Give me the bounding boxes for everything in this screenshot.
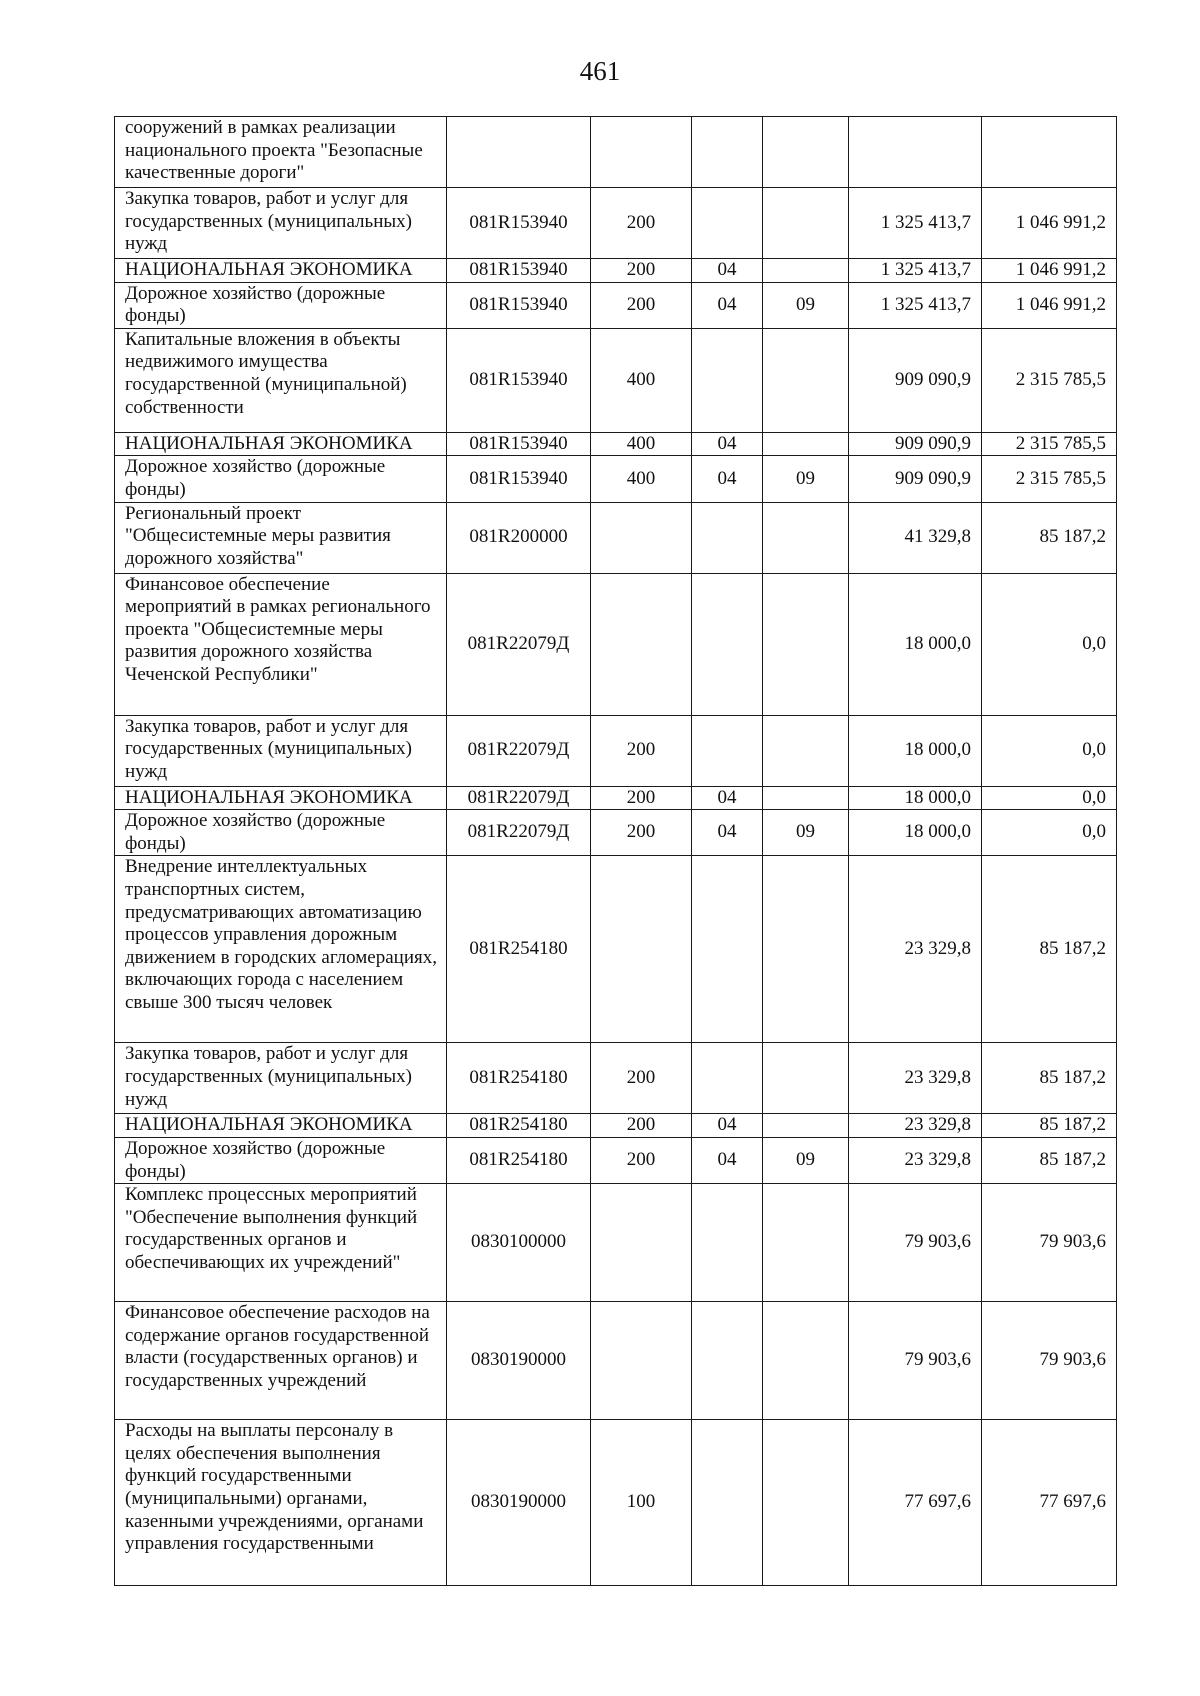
row-name: Дорожное хозяйство (дорожные фонды) <box>115 456 447 502</box>
amount-year-2: 77 697,6 <box>982 1420 1117 1586</box>
expense-type: 400 <box>591 432 692 456</box>
table-row <box>115 1420 1117 1586</box>
table-row <box>115 856 1117 1043</box>
target-code: 081R254180 <box>447 1043 591 1114</box>
expense-type <box>591 1302 692 1420</box>
expense-type <box>591 502 692 573</box>
amount-year-1: 23 329,8 <box>849 1137 982 1183</box>
table-row <box>115 1137 1117 1183</box>
expense-type: 200 <box>591 188 692 259</box>
table-row <box>115 282 1117 328</box>
amount-year-2: 2 315 785,5 <box>982 432 1117 456</box>
expense-type: 200 <box>591 810 692 856</box>
amount-year-2: 1 046 991,2 <box>982 188 1117 259</box>
table-row <box>115 259 1117 283</box>
subsection-code <box>763 715 849 786</box>
amount-year-1: 18 000,0 <box>849 715 982 786</box>
amount-year-1: 23 329,8 <box>849 1043 982 1114</box>
row-name: Расходы на выплаты персоналу в целях обеспечения выполнения функций государственными (муниципальными) органами, казенными учреждениями, органами управления государственными <box>115 1420 447 1586</box>
amount-year-1: 18 000,0 <box>849 810 982 856</box>
section-code <box>692 1043 763 1114</box>
row-name: Капитальные вложения в объекты недвижимого имущества государственной (муниципальной) собственности <box>115 328 447 432</box>
subsection-code <box>763 1302 849 1420</box>
target-code: 081R153940 <box>447 432 591 456</box>
subsection-code: 09 <box>763 810 849 856</box>
amount-year-1: 909 090,9 <box>849 456 982 502</box>
expense-type: 400 <box>591 328 692 432</box>
row-name: Закупка товаров, работ и услуг для государственных (муниципальных) нужд <box>115 188 447 259</box>
section-code <box>692 856 763 1043</box>
expense-type: 100 <box>591 1420 692 1586</box>
table-row <box>115 810 1117 856</box>
amount-year-1: 1 325 413,7 <box>849 188 982 259</box>
subsection-code <box>763 856 849 1043</box>
expense-type: 200 <box>591 786 692 810</box>
table-row <box>115 1114 1117 1138</box>
target-code: 081R153940 <box>447 328 591 432</box>
section-code <box>692 117 763 188</box>
subsection-code <box>763 328 849 432</box>
amount-year-2: 1 046 991,2 <box>982 259 1117 283</box>
table-row <box>115 1302 1117 1420</box>
expense-type: 200 <box>591 282 692 328</box>
amount-year-2: 0,0 <box>982 786 1117 810</box>
table-row <box>115 1184 1117 1302</box>
row-name: НАЦИОНАЛЬНАЯ ЭКОНОМИКА <box>115 1114 447 1138</box>
target-code: 0830100000 <box>447 1184 591 1302</box>
row-name: Финансовое обеспечение расходов на содержание органов государственной власти (государственных органов) и государственных учреждений <box>115 1302 447 1420</box>
section-code <box>692 328 763 432</box>
expense-type <box>591 1184 692 1302</box>
amount-year-1: 18 000,0 <box>849 573 982 715</box>
amount-year-1: 23 329,8 <box>849 856 982 1043</box>
section-code <box>692 1184 763 1302</box>
table-row <box>115 573 1117 715</box>
table-row <box>115 328 1117 432</box>
table-row <box>115 786 1117 810</box>
amount-year-2: 0,0 <box>982 810 1117 856</box>
expense-type: 200 <box>591 259 692 283</box>
table-row <box>115 117 1117 188</box>
amount-year-1: 79 903,6 <box>849 1184 982 1302</box>
table-row <box>115 715 1117 786</box>
target-code: 0830190000 <box>447 1420 591 1586</box>
row-name: Дорожное хозяйство (дорожные фонды) <box>115 1137 447 1183</box>
table-row <box>115 502 1117 573</box>
row-name: Внедрение интеллектуальных транспортных систем, предусматривающих автоматизацию процессов управления дорожным движением в городских агломерациях, включающих города с населением свыше 300 тысяч человек <box>115 856 447 1043</box>
amount-year-2: 2 315 785,5 <box>982 456 1117 502</box>
subsection-code <box>763 1184 849 1302</box>
section-code: 04 <box>692 786 763 810</box>
table-row <box>115 456 1117 502</box>
section-code <box>692 1302 763 1420</box>
budget-table <box>114 116 1117 1586</box>
row-name: Закупка товаров, работ и услуг для государственных (муниципальных) нужд <box>115 1043 447 1114</box>
row-name: НАЦИОНАЛЬНАЯ ЭКОНОМИКА <box>115 259 447 283</box>
amount-year-2 <box>982 117 1117 188</box>
amount-year-2: 79 903,6 <box>982 1302 1117 1420</box>
row-name: НАЦИОНАЛЬНАЯ ЭКОНОМИКА <box>115 432 447 456</box>
target-code: 081R22079Д <box>447 715 591 786</box>
amount-year-1: 41 329,8 <box>849 502 982 573</box>
section-code: 04 <box>692 282 763 328</box>
section-code: 04 <box>692 456 763 502</box>
row-name: Комплекс процессных мероприятий "Обеспечение выполнения функций государственных органов и обеспечивающих их учреждений" <box>115 1184 447 1302</box>
row-name: Дорожное хозяйство (дорожные фонды) <box>115 282 447 328</box>
amount-year-2: 85 187,2 <box>982 1114 1117 1138</box>
target-code: 081R153940 <box>447 259 591 283</box>
subsection-code <box>763 117 849 188</box>
section-code <box>692 502 763 573</box>
section-code: 04 <box>692 1137 763 1183</box>
page-number: 461 <box>579 56 621 86</box>
target-code: 081R153940 <box>447 456 591 502</box>
section-code: 04 <box>692 432 763 456</box>
table-row <box>115 188 1117 259</box>
target-code: 081R153940 <box>447 282 591 328</box>
subsection-code: 09 <box>763 456 849 502</box>
amount-year-1: 1 325 413,7 <box>849 282 982 328</box>
amount-year-1: 79 903,6 <box>849 1302 982 1420</box>
amount-year-2: 85 187,2 <box>982 856 1117 1043</box>
amount-year-2: 0,0 <box>982 715 1117 786</box>
expense-type <box>591 117 692 188</box>
amount-year-1: 77 697,6 <box>849 1420 982 1586</box>
target-code: 081R153940 <box>447 188 591 259</box>
target-code <box>447 117 591 188</box>
amount-year-2: 85 187,2 <box>982 502 1117 573</box>
subsection-code <box>763 188 849 259</box>
amount-year-1: 23 329,8 <box>849 1114 982 1138</box>
subsection-code <box>763 432 849 456</box>
subsection-code <box>763 1114 849 1138</box>
section-code: 04 <box>692 1114 763 1138</box>
expense-type: 200 <box>591 715 692 786</box>
expense-type <box>591 856 692 1043</box>
amount-year-2: 85 187,2 <box>982 1137 1117 1183</box>
row-name: Закупка товаров, работ и услуг для государственных (муниципальных) нужд <box>115 715 447 786</box>
table-row <box>115 432 1117 456</box>
amount-year-2: 0,0 <box>982 573 1117 715</box>
section-code <box>692 573 763 715</box>
target-code: 081R200000 <box>447 502 591 573</box>
target-code: 0830190000 <box>447 1302 591 1420</box>
expense-type: 200 <box>591 1043 692 1114</box>
expense-type: 200 <box>591 1114 692 1138</box>
row-name: Региональный проект "Общесистемные меры развития дорожного хозяйства" <box>115 502 447 573</box>
subsection-code <box>763 259 849 283</box>
amount-year-1: 18 000,0 <box>849 786 982 810</box>
subsection-code <box>763 786 849 810</box>
row-name: Дорожное хозяйство (дорожные фонды) <box>115 810 447 856</box>
target-code: 081R22079Д <box>447 573 591 715</box>
target-code: 081R254180 <box>447 1114 591 1138</box>
target-code: 081R254180 <box>447 856 591 1043</box>
row-name: сооружений в рамках реализации национального проекта "Безопасные качественные дороги" <box>115 117 447 188</box>
target-code: 081R22079Д <box>447 810 591 856</box>
subsection-code <box>763 502 849 573</box>
subsection-code: 09 <box>763 1137 849 1183</box>
amount-year-1: 1 325 413,7 <box>849 259 982 283</box>
table-row <box>115 1043 1117 1114</box>
subsection-code <box>763 573 849 715</box>
section-code <box>692 715 763 786</box>
amount-year-1: 909 090,9 <box>849 432 982 456</box>
expense-type: 200 <box>591 1137 692 1183</box>
section-code: 04 <box>692 259 763 283</box>
expense-type: 400 <box>591 456 692 502</box>
amount-year-1: 909 090,9 <box>849 328 982 432</box>
row-name: НАЦИОНАЛЬНАЯ ЭКОНОМИКА <box>115 786 447 810</box>
subsection-code <box>763 1043 849 1114</box>
amount-year-1 <box>849 117 982 188</box>
target-code: 081R254180 <box>447 1137 591 1183</box>
amount-year-2: 85 187,2 <box>982 1043 1117 1114</box>
amount-year-2: 1 046 991,2 <box>982 282 1117 328</box>
section-code: 04 <box>692 810 763 856</box>
subsection-code: 09 <box>763 282 849 328</box>
amount-year-2: 79 903,6 <box>982 1184 1117 1302</box>
target-code: 081R22079Д <box>447 786 591 810</box>
row-name: Финансовое обеспечение мероприятий в рамках регионального проекта "Общесистемные меры развития дорожного хозяйства Чеченской Республики" <box>115 573 447 715</box>
amount-year-2: 2 315 785,5 <box>982 328 1117 432</box>
subsection-code <box>763 1420 849 1586</box>
expense-type <box>591 573 692 715</box>
section-code <box>692 188 763 259</box>
section-code <box>692 1420 763 1586</box>
budget-table-body <box>115 117 1117 1586</box>
